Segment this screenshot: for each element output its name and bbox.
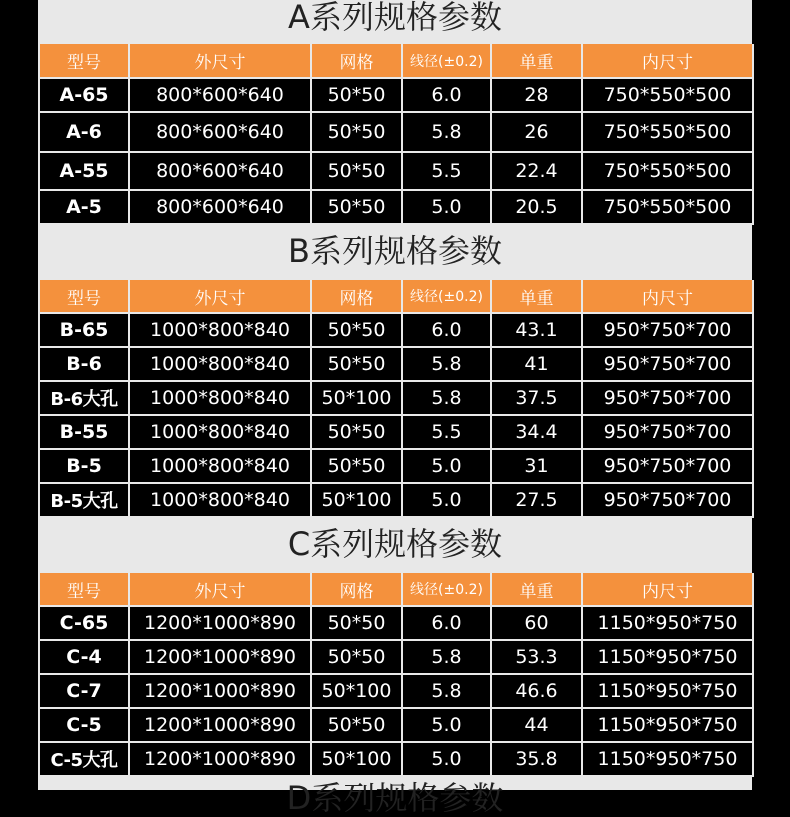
header-unit-weight: 单重 <box>491 280 582 313</box>
cell-inner-size: 750*550*500 <box>582 78 753 112</box>
cell-unit-weight: 27.5 <box>491 483 582 517</box>
table-row <box>39 190 753 224</box>
header-outer-size: 外尺寸 <box>129 280 311 313</box>
cell-model: B-6大孔 <box>39 381 129 415</box>
cell-inner-size: 1150*950*750 <box>582 742 753 776</box>
cell-inner-size: 950*750*700 <box>582 313 753 347</box>
cell-outer-size: 1000*800*840 <box>129 415 311 449</box>
cell-mesh: 50*100 <box>311 674 402 708</box>
cell-unit-weight: 20.5 <box>491 190 582 224</box>
cell-outer-size: 1200*1000*890 <box>129 606 311 640</box>
header-inner-size: 内尺寸 <box>582 44 753 78</box>
spec-table-b <box>38 280 754 518</box>
cell-model: A-55 <box>39 152 129 190</box>
table-header-row <box>39 44 753 78</box>
cell-outer-size: 1000*800*840 <box>129 483 311 517</box>
spec-table-c <box>38 573 754 777</box>
cell-unit-weight: 44 <box>491 708 582 742</box>
cell-inner-size: 750*550*500 <box>582 152 753 190</box>
table-header-row <box>39 573 753 606</box>
cell-inner-size: 950*750*700 <box>582 415 753 449</box>
table-row <box>39 415 753 449</box>
cell-unit-weight: 60 <box>491 606 582 640</box>
cell-mesh: 50*50 <box>311 347 402 381</box>
cell-model: C-4 <box>39 640 129 674</box>
cell-inner-size: 950*750*700 <box>582 483 753 517</box>
header-model: 型号 <box>39 44 129 78</box>
next-section-title: D系列规格参数 <box>286 779 504 817</box>
cell-wire-diameter: 5.5 <box>402 152 491 190</box>
cell-unit-weight: 46.6 <box>491 674 582 708</box>
cell-wire-diameter: 5.0 <box>402 449 491 483</box>
table-row <box>39 112 753 152</box>
cell-outer-size: 1200*1000*890 <box>129 674 311 708</box>
cell-wire-diameter: 5.8 <box>402 347 491 381</box>
cell-model: A-6 <box>39 112 129 152</box>
table-header-row <box>39 280 753 313</box>
header-wire-diameter: 线径(±0.2) <box>402 44 491 78</box>
cell-inner-size: 1150*950*750 <box>582 674 753 708</box>
cell-inner-size: 750*550*500 <box>582 112 753 152</box>
cell-mesh: 50*50 <box>311 152 402 190</box>
header-wire-diameter: 线径(±0.2) <box>402 573 491 606</box>
cell-unit-weight: 26 <box>491 112 582 152</box>
cell-inner-size: 950*750*700 <box>582 381 753 415</box>
cell-model: C-5大孔 <box>39 742 129 776</box>
header-mesh: 网格 <box>311 573 402 606</box>
cell-mesh: 50*50 <box>311 606 402 640</box>
cell-wire-diameter: 5.8 <box>402 381 491 415</box>
cell-wire-diameter: 5.0 <box>402 742 491 776</box>
cell-mesh: 50*50 <box>311 313 402 347</box>
header-mesh: 网格 <box>311 44 402 78</box>
cell-outer-size: 800*600*640 <box>129 78 311 112</box>
cell-model: C-65 <box>39 606 129 640</box>
cell-inner-size: 950*750*700 <box>582 449 753 483</box>
section-title-a: A系列规格参数 <box>288 0 502 36</box>
header-model: 型号 <box>39 280 129 313</box>
cell-wire-diameter: 5.0 <box>402 708 491 742</box>
header-inner-size: 内尺寸 <box>582 280 753 313</box>
table-row <box>39 381 753 415</box>
header-model: 型号 <box>39 573 129 606</box>
cell-inner-size: 1150*950*750 <box>582 606 753 640</box>
header-mesh: 网格 <box>311 280 402 313</box>
cell-outer-size: 1000*800*840 <box>129 347 311 381</box>
cell-mesh: 50*50 <box>311 415 402 449</box>
cell-unit-weight: 37.5 <box>491 381 582 415</box>
table-row <box>39 674 753 708</box>
cell-model: C-7 <box>39 674 129 708</box>
table-row <box>39 449 753 483</box>
table-row <box>39 347 753 381</box>
cell-wire-diameter: 5.8 <box>402 640 491 674</box>
cell-model: B-5 <box>39 449 129 483</box>
cell-outer-size: 800*600*640 <box>129 152 311 190</box>
table-row <box>39 640 753 674</box>
cell-mesh: 50*50 <box>311 640 402 674</box>
cell-model: B-5大孔 <box>39 483 129 517</box>
header-wire-diameter: 线径(±0.2) <box>402 280 491 313</box>
cell-outer-size: 1200*1000*890 <box>129 640 311 674</box>
cell-unit-weight: 31 <box>491 449 582 483</box>
cell-outer-size: 1000*800*840 <box>129 313 311 347</box>
cell-outer-size: 1000*800*840 <box>129 381 311 415</box>
table-row <box>39 313 753 347</box>
cell-mesh: 50*50 <box>311 112 402 152</box>
cell-outer-size: 1000*800*840 <box>129 449 311 483</box>
cell-model: C-5 <box>39 708 129 742</box>
cell-unit-weight: 28 <box>491 78 582 112</box>
cell-wire-diameter: 5.5 <box>402 415 491 449</box>
cell-inner-size: 750*550*500 <box>582 190 753 224</box>
cell-outer-size: 800*600*640 <box>129 112 311 152</box>
cell-wire-diameter: 5.8 <box>402 674 491 708</box>
cell-wire-diameter: 5.8 <box>402 112 491 152</box>
cell-inner-size: 950*750*700 <box>582 347 753 381</box>
cell-outer-size: 1200*1000*890 <box>129 708 311 742</box>
cell-wire-diameter: 5.0 <box>402 483 491 517</box>
header-unit-weight: 单重 <box>491 44 582 78</box>
cell-mesh: 50*100 <box>311 483 402 517</box>
header-unit-weight: 单重 <box>491 573 582 606</box>
cell-inner-size: 1150*950*750 <box>582 708 753 742</box>
header-outer-size: 外尺寸 <box>129 573 311 606</box>
header-inner-size: 内尺寸 <box>582 573 753 606</box>
table-row <box>39 152 753 190</box>
cell-mesh: 50*100 <box>311 742 402 776</box>
cell-inner-size: 1150*950*750 <box>582 640 753 674</box>
cell-unit-weight: 41 <box>491 347 582 381</box>
cell-unit-weight: 35.8 <box>491 742 582 776</box>
cell-unit-weight: 43.1 <box>491 313 582 347</box>
table-row <box>39 742 753 776</box>
cell-model: B-55 <box>39 415 129 449</box>
section-title-c: C系列规格参数 <box>287 525 503 563</box>
table-row <box>39 483 753 517</box>
table-row <box>39 78 753 112</box>
cell-model: A-5 <box>39 190 129 224</box>
spec-table-a <box>38 44 754 225</box>
cell-mesh: 50*50 <box>311 190 402 224</box>
header-outer-size: 外尺寸 <box>129 44 311 78</box>
cell-outer-size: 800*600*640 <box>129 190 311 224</box>
cell-mesh: 50*50 <box>311 449 402 483</box>
cell-unit-weight: 53.3 <box>491 640 582 674</box>
cell-mesh: 50*100 <box>311 381 402 415</box>
cell-wire-diameter: 6.0 <box>402 313 491 347</box>
cell-wire-diameter: 5.0 <box>402 190 491 224</box>
cell-outer-size: 1200*1000*890 <box>129 742 311 776</box>
next-section-title-cutoff <box>38 776 752 817</box>
cell-mesh: 50*50 <box>311 78 402 112</box>
cell-model: A-65 <box>39 78 129 112</box>
cell-wire-diameter: 6.0 <box>402 78 491 112</box>
cell-model: B-6 <box>39 347 129 381</box>
table-row <box>39 708 753 742</box>
cell-mesh: 50*50 <box>311 708 402 742</box>
cell-model: B-65 <box>39 313 129 347</box>
cell-unit-weight: 22.4 <box>491 152 582 190</box>
section-title-b: B系列规格参数 <box>288 232 502 270</box>
table-row <box>39 606 753 640</box>
cell-unit-weight: 34.4 <box>491 415 582 449</box>
cell-wire-diameter: 6.0 <box>402 606 491 640</box>
